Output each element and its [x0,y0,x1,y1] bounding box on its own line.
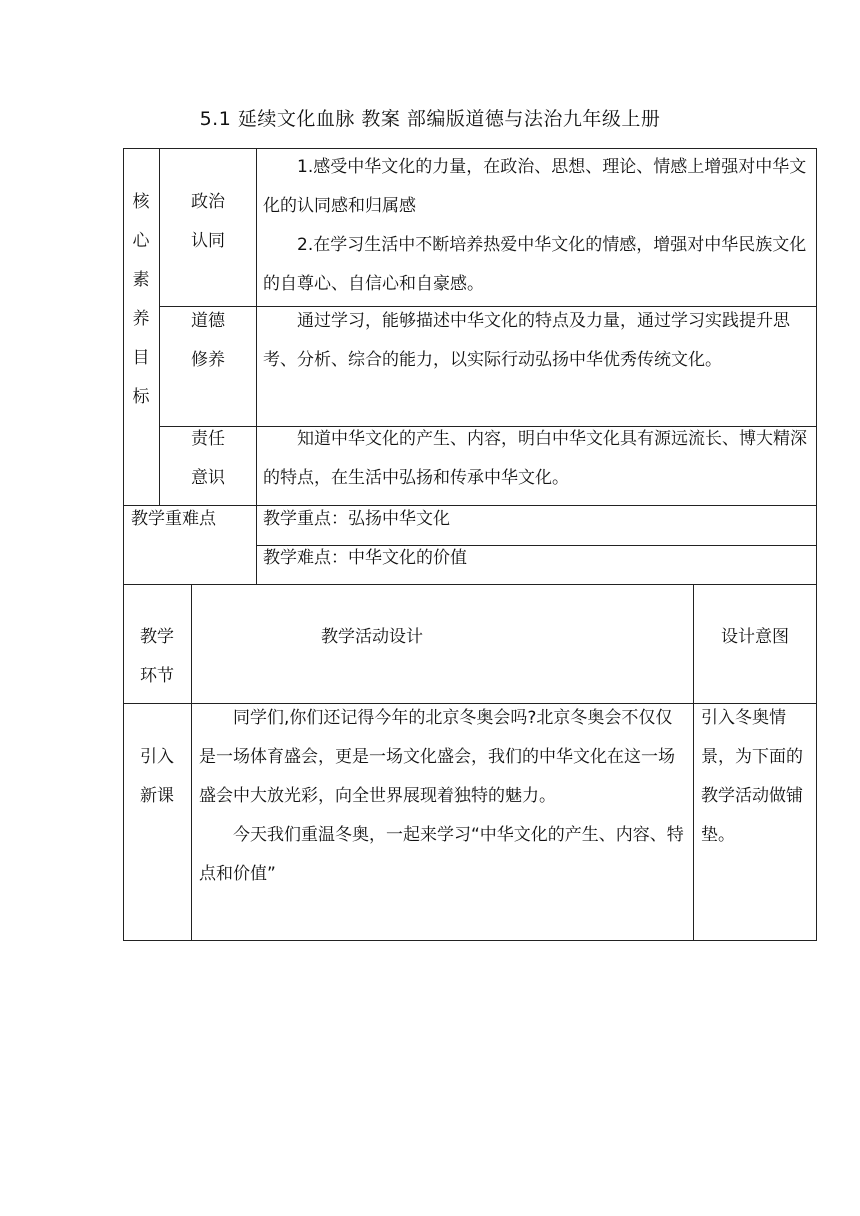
header-stage: 教学 环节 [140,627,174,686]
header-intent: 设计意图 [721,627,789,647]
key-point-difficulty: 教学难点：中华文化的价值 [263,548,467,568]
table-border-bottom [123,940,817,941]
divider [123,584,817,585]
row-label-responsibility: 责任 意识 [191,429,225,488]
core-literacy-label: 核 心 素 养 目 标 [132,192,150,407]
page-title: 5.1 延续文化血脉 教案 部编版道德与法治九年级上册 [199,108,661,130]
row-content-responsibility: 知道中华文化的产生、内容，明白中华文化具有源远流长、博大精深的特点，在生活中弘扬和传承中华文化。 [263,429,807,488]
row-content-political: 1.感受中华文化的力量，在政治、思想、理论、情感上增强对中华文化的认同感和归属感 2.在学习生活中不断培养热爱中华文化的情感，增强对中华民族文化的自尊心、自信心和自豪感。 [263,157,807,294]
divider [256,148,257,584]
lesson-plan-table [123,148,817,940]
key-points-label: 教学重难点 [131,509,216,529]
table-border-right [816,148,817,940]
row-label-political: 政治 认同 [191,192,225,251]
activity-content-intro: 同学们,你们还记得今年的北京冬奥会吗?北京冬奥会不仅仅是一场体育盛会，更是一场文化盛会，我们的中华文化在这一场盛会中大放光彩，向全世界展现着独特的魅力。 今天我们重温冬奥，一起来学习“中华文化的产生、内容、特点和价值” [199,708,684,884]
intent-intro: 引入冬奥情景，为下面的教学活动做铺垫。 [701,708,803,845]
row-content-moral: 通过学习，能够描述中华文化的特点及力量，通过学习实践提升思考、分析、综合的能力，以实际行动弘扬中华优秀传统文化。 [263,311,790,370]
divider [191,584,192,940]
row-label-moral: 道德 修养 [191,311,225,370]
key-point-focus: 教学重点：弘扬中华文化 [263,509,450,529]
stage-intro: 引入 新课 [140,747,174,806]
header-design: 教学活动设计 [321,627,423,647]
